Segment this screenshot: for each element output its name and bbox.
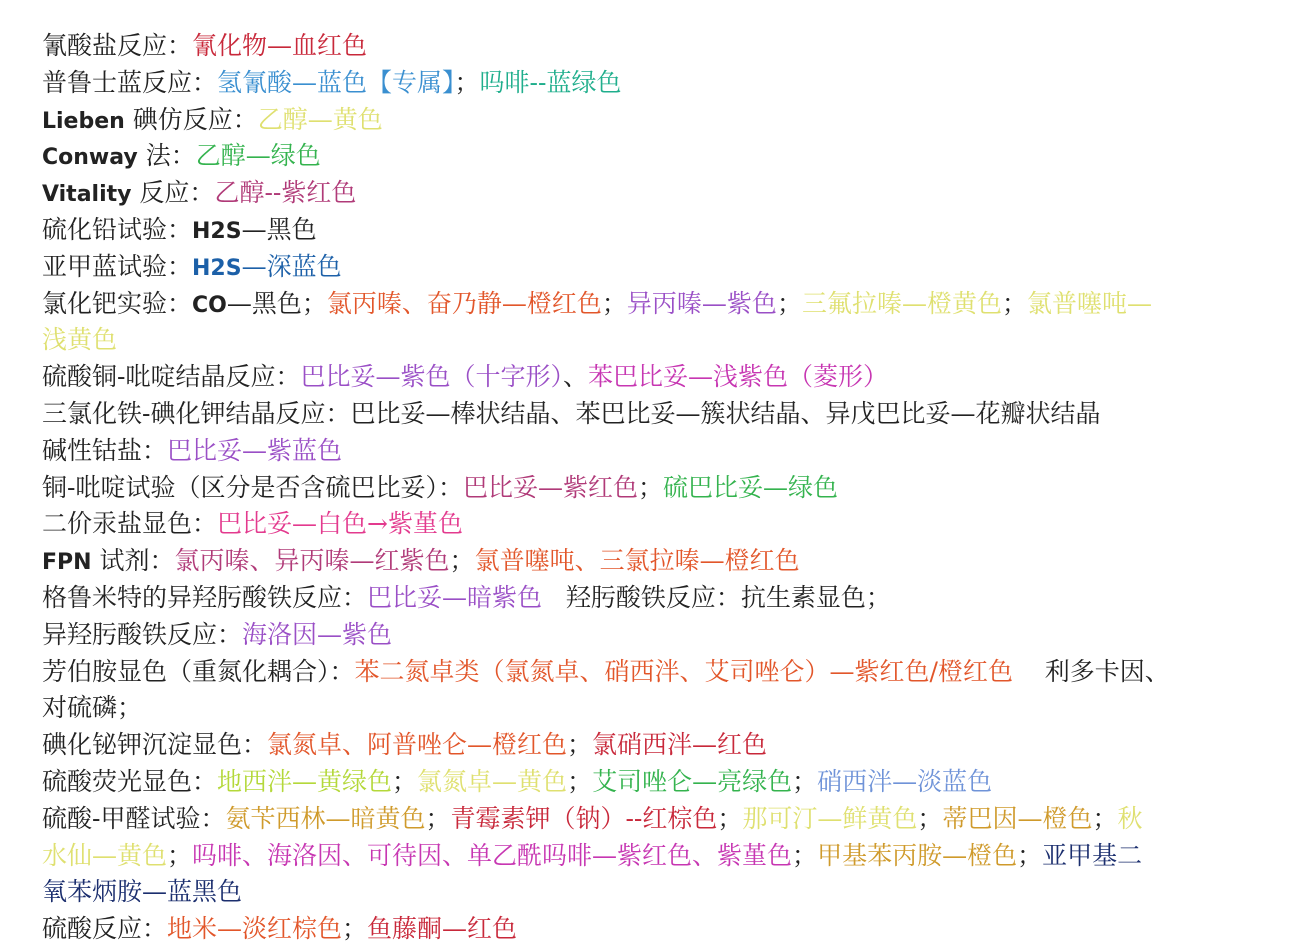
text-segment: 法：: [137, 141, 196, 171]
text-line: [42, 838, 1272, 875]
text-segment: ；: [792, 840, 818, 870]
text-line: [42, 543, 1272, 580]
text-segment: 地西泮—黄绿色: [217, 766, 393, 796]
text-segment: 青霉素钾（钠）--红棕色: [450, 803, 718, 833]
text-segment: ；: [342, 914, 368, 944]
text-segment: 氯化钯实验：: [42, 288, 193, 318]
text-segment: ；: [392, 766, 418, 796]
text-segment: 巴比妥—白色→紫堇色: [217, 509, 463, 539]
text-segment: Conway: [42, 145, 138, 171]
text-segment: ；: [792, 766, 818, 796]
text-segment: 硫酸-甲醛试验：: [42, 803, 226, 833]
text-segment: 亚甲蓝试验：: [42, 251, 193, 281]
text-line: [42, 580, 1272, 617]
text-segment: 氢氰酸—蓝色【专属】: [217, 67, 455, 97]
text-line: [42, 801, 1272, 838]
text-line: [42, 359, 1272, 396]
text-segment: 巴比妥—暗紫色: [367, 582, 543, 612]
text-segment: 反应：: [131, 178, 215, 208]
text-segment: 巴比妥—紫蓝色: [167, 435, 343, 465]
text-segment: 二价汞盐显色：: [42, 509, 218, 539]
text-line: [42, 249, 1272, 286]
text-segment: ；: [1092, 803, 1118, 833]
text-line: [42, 727, 1272, 764]
text-segment: —黑色；: [226, 288, 327, 318]
text-segment: 普鲁士蓝反应：: [42, 67, 218, 97]
text-segment: 秋: [1117, 803, 1143, 833]
text-segment: ；: [717, 803, 743, 833]
text-line: [42, 433, 1272, 470]
text-segment: 氧苯炳胺—蓝黑色: [42, 877, 243, 907]
text-segment: 氯普噻吨、三氯拉嗪—橙红色: [474, 546, 800, 576]
text-segment: ；: [1001, 288, 1027, 318]
text-segment: 氯氮卓—黄色: [417, 766, 568, 796]
text-segment: ；: [1017, 840, 1043, 870]
text-segment: H2S: [192, 255, 242, 281]
text-segment: 硫化铅试验：: [42, 214, 193, 244]
text-segment: ；: [637, 472, 663, 502]
text-segment: 氯丙嗪、异丙嗪—红紫色: [174, 546, 450, 576]
text-segment: 三氟拉嗪—橙黄色: [801, 288, 1002, 318]
text-line: [42, 212, 1272, 249]
text-line: [42, 28, 1272, 65]
text-segment: 碘化铋钾沉淀显色：: [42, 730, 268, 760]
text-line: [42, 138, 1272, 175]
text-line: [42, 175, 1272, 212]
text-line: [42, 690, 1272, 727]
text-segment: 硫酸荧光显色：: [42, 766, 218, 796]
text-segment: 羟肟酸铁反应：抗生素显色；: [542, 582, 891, 612]
text-segment: Vitality: [42, 182, 132, 208]
text-segment: ；: [425, 803, 451, 833]
text-segment: 三氯化铁-碘化钾结晶反应：巴比妥—棒状结晶、苯巴比妥—簇状结晶、异戊巴比妥—花瓣状结晶: [42, 398, 1101, 428]
text-segment: 芳伯胺显色（重氮化耦合）：: [42, 656, 355, 686]
text-segment: 巴比妥—紫红色: [462, 472, 638, 502]
text-segment: 苯二氮卓类（氯氮卓、硝西泮、艾司唑仑）—紫红色/橙红色: [354, 656, 1013, 686]
text-segment: 试剂：: [91, 546, 175, 576]
text-segment: 地米—淡红棕色: [167, 914, 343, 944]
text-line: [42, 617, 1272, 654]
text-segment: 异丙嗪—紫色: [626, 288, 777, 318]
text-segment: 苯巴比妥—浅紫色（菱形）: [587, 362, 888, 392]
text-segment: FPN: [42, 550, 92, 576]
text-segment: 氯普噻吨—: [1026, 288, 1152, 318]
text-line: [42, 102, 1272, 139]
text-segment: 氯丙嗪、奋乃静—橙红色: [326, 288, 602, 318]
text-line: [42, 322, 1272, 359]
text-segment: ；: [454, 67, 480, 97]
text-segment: 水仙—黄色: [42, 840, 168, 870]
text-segment: CO: [192, 292, 227, 318]
text-segment: 氰化物—血红色: [192, 31, 368, 60]
text-segment: 吗啡--蓝绿色: [479, 67, 622, 97]
text-segment: 亚甲基二: [1042, 840, 1143, 870]
text-segment: 鱼藤酮—红色: [367, 914, 518, 944]
text-segment: 对硫磷；: [42, 693, 143, 723]
text-segment: 乙醇—黄色: [257, 104, 383, 134]
text-line: [42, 65, 1272, 102]
text-segment: 硫巴比妥—绿色: [662, 472, 838, 502]
reaction-notes: [42, 28, 1272, 948]
text-segment: 氨苄西林—暗黄色: [225, 803, 426, 833]
text-segment: ；: [449, 546, 475, 576]
text-segment: 氯氮卓、阿普唑仑—橙红色: [267, 730, 568, 760]
text-segment: ；: [167, 840, 193, 870]
text-segment: H2S: [192, 218, 242, 244]
text-line: [42, 911, 1272, 948]
text-segment: ；: [776, 288, 802, 318]
text-segment: 那可汀—鲜黄色: [742, 803, 918, 833]
text-line: [42, 874, 1272, 911]
text-segment: 甲基苯丙胺—橙色: [817, 840, 1018, 870]
text-segment: ；: [567, 730, 593, 760]
text-segment: 乙醇--紫红色: [214, 178, 357, 208]
text-segment: 乙醇—绿色: [195, 141, 321, 171]
text-line: [42, 286, 1272, 323]
text-segment: 硫酸铜-吡啶结晶反应：: [42, 362, 301, 392]
text-segment: 浅黄色: [42, 325, 118, 355]
text-segment: 吗啡、海洛因、可待因、单乙酰吗啡—紫红色、紫堇色: [192, 840, 793, 870]
text-segment: —深蓝色: [241, 251, 342, 281]
text-line: [42, 396, 1272, 433]
text-segment: 格鲁米特的异羟肟酸铁反应：: [42, 582, 368, 612]
text-segment: —黑色: [241, 214, 317, 244]
text-segment: ；: [567, 766, 593, 796]
text-segment: 艾司唑仑—亮绿色: [592, 766, 793, 796]
text-segment: 异羟肟酸铁反应：: [42, 619, 243, 649]
text-segment: 硫酸反应：: [42, 914, 168, 944]
text-segment: ；: [601, 288, 627, 318]
text-line: [42, 654, 1272, 691]
text-segment: 氰酸盐反应：: [42, 31, 193, 60]
text-segment: 利多卡因、: [1012, 656, 1170, 686]
text-line: [42, 470, 1272, 507]
text-segment: 硝西泮—淡蓝色: [817, 766, 993, 796]
text-line: [42, 506, 1272, 543]
text-line: [42, 764, 1272, 801]
text-segment: 铜-吡啶试验（区分是否含硫巴比妥）：: [42, 472, 463, 502]
text-segment: Lieben: [42, 108, 125, 134]
text-segment: 氯硝西泮—红色: [592, 730, 768, 760]
text-segment: 海洛因—紫色: [242, 619, 393, 649]
text-segment: 巴比妥—紫色（十字形）: [300, 362, 563, 392]
text-segment: 碱性钴盐：: [42, 435, 168, 465]
text-segment: 蒂巴因—橙色: [942, 803, 1093, 833]
text-segment: 碘仿反应：: [124, 104, 258, 134]
text-segment: ；: [917, 803, 943, 833]
text-segment: 、: [562, 362, 588, 392]
